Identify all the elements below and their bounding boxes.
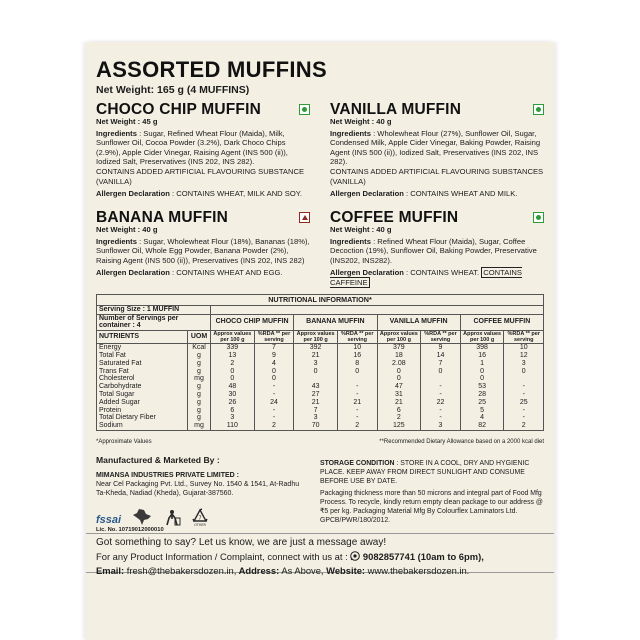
veg-symbol-icon — [533, 104, 544, 115]
per100-header: Approx values per 100 g — [211, 331, 255, 344]
uom-header: UOM — [188, 331, 211, 344]
nutrient-value — [504, 375, 544, 383]
nutrient-value: - — [254, 407, 294, 415]
nutrient-value: 2 — [254, 422, 294, 430]
nutrient-value: 18 — [377, 352, 421, 360]
certification-icons — [96, 502, 316, 526]
per100-header: Approx values per 100 g — [294, 331, 338, 344]
nutrient-value: - — [504, 414, 544, 422]
nutrient-uom: g — [188, 391, 211, 399]
nutrient-value: 0 — [504, 368, 544, 376]
allergen-declaration: Allergen Declaration : CONTAINS WHEAT AND EGG. — [96, 268, 283, 278]
product-section-vanilla — [330, 100, 544, 199]
nutrient-name: Saturated Fat — [97, 360, 188, 368]
nutrient-value: 0 — [211, 368, 255, 376]
nutrition-row — [97, 422, 544, 430]
ingredients: Ingredients : Refined Wheat Flour (Maida), Sugar, Coffee Decoction (19%), Sunflower Oil, Baking Powder, Preservative (INS202, INS282). — [330, 236, 537, 265]
veg-symbol-icon — [533, 212, 544, 223]
nutrient-value: - — [254, 383, 294, 391]
nutrient-value: 16 — [460, 352, 504, 360]
nutrient-name: Trans Fat — [97, 368, 188, 376]
nutrient-uom: g — [188, 383, 211, 391]
nutrient-value: 9 — [421, 344, 461, 352]
nutrient-value: 25 — [504, 399, 544, 407]
label-header — [96, 58, 327, 96]
product-section-coffee — [330, 208, 544, 288]
website-link[interactable]: www.thebakersdozen.in. — [365, 565, 470, 576]
nutrient-name: Energy — [97, 344, 188, 352]
nutrient-value: 7 — [254, 344, 294, 352]
phone-number: 9082857741 (10am to 6pm), — [362, 551, 484, 562]
approx-note: *Approximate Values — [96, 439, 152, 445]
contact-footer — [96, 536, 546, 578]
nutrient-value: 2 — [377, 414, 421, 422]
nutrition-rows — [97, 344, 544, 431]
nutrient-value: 21 — [337, 399, 377, 407]
nutrition-row — [97, 344, 544, 352]
per100-header: Approx values per 100 g — [460, 331, 504, 344]
nutrient-value: 1 — [460, 360, 504, 368]
nutrition-row — [97, 399, 544, 407]
rda-header: %RDA ** per serving — [337, 331, 377, 344]
nutrient-value: 0 — [460, 368, 504, 376]
nutrient-value: 2.08 — [377, 360, 421, 368]
nutrient-value: 398 — [460, 344, 504, 352]
nutrient-value: - — [421, 407, 461, 415]
nutrient-name: Protein — [97, 407, 188, 415]
non-veg-symbol-icon — [299, 212, 310, 223]
nutrient-value: 47 — [377, 383, 421, 391]
nutrient-value: - — [254, 414, 294, 422]
manufacturer-address: Near Cel Packaging Pvt. Ltd., Survey No. 1540 & 1541, At-Radhu Ta-Kheda, Nadiad (Kheda), Gujarat-387560. — [96, 481, 300, 497]
nutrient-value: - — [421, 383, 461, 391]
india-map-icon — [131, 508, 153, 526]
nutrients-header: NUTRIENTS — [97, 331, 188, 344]
nutrient-value: 0 — [211, 375, 255, 383]
nutrient-value: 9 — [254, 352, 294, 360]
nutrient-value: 82 — [460, 422, 504, 430]
net-weight: Net Weight : 45 g — [96, 117, 158, 126]
nutrient-value: - — [504, 391, 544, 399]
nutrient-value: 14 — [421, 352, 461, 360]
product-section-banana — [96, 208, 310, 278]
nutrient-value: 3 — [211, 414, 255, 422]
nutrient-value — [421, 375, 461, 383]
nutrient-value: 0 — [377, 375, 421, 383]
nutrient-value: 3 — [421, 422, 461, 430]
nutrient-uom: g — [188, 414, 211, 422]
nutrient-value: 7 — [294, 407, 338, 415]
table-notes — [96, 439, 544, 445]
product-name: VANILLA MUFFIN — [330, 100, 462, 118]
nutrient-value: 24 — [254, 399, 294, 407]
ingredients: Ingredients : Sugar, Wholewheat Flour (18%), Bananas (18%), Sunflower Oil, Whole Egg Powder, Banana Powder (2%), Raising Agent (INS 500 (ii)), Preservatives (INS 202, INS 282) — [96, 236, 310, 265]
nutrient-value: 125 — [377, 422, 421, 430]
nutrient-value: 0 — [421, 368, 461, 376]
nutrient-name: Carbohydrate — [97, 383, 188, 391]
nutrient-value: 2 — [211, 360, 255, 368]
nutrient-value: 0 — [254, 375, 294, 383]
nutrient-value: 26 — [211, 399, 255, 407]
allergen-declaration: Allergen Declaration : CONTAINS WHEAT AND MILK. — [330, 189, 518, 199]
nutrition-row — [97, 383, 544, 391]
nutrient-name: Total Fat — [97, 352, 188, 360]
nutrient-value: 0 — [254, 368, 294, 376]
svg-text:7: 7 — [198, 515, 202, 522]
nutrition-row — [97, 352, 544, 360]
nutrition-row — [97, 414, 544, 422]
nutrient-value: 6 — [211, 407, 255, 415]
nutrient-value: 48 — [211, 383, 255, 391]
allergen-declaration: Allergen Declaration : CONTAINS WHEAT, MILK AND SOY. — [96, 189, 302, 199]
nutrition-row — [97, 391, 544, 399]
flavouring-note: CONTAINS ADDED ARTIFICIAL FLAVOURING SUBSTANCES (VANILLA) — [330, 166, 544, 186]
nutrient-uom: g — [188, 407, 211, 415]
nutrient-value: - — [504, 383, 544, 391]
nutrition-table — [96, 294, 544, 431]
nutrient-value: 70 — [294, 422, 338, 430]
product-section-choco-chip — [96, 100, 310, 199]
product-name: CHOCO CHIP MUFFIN — [96, 100, 261, 118]
rda-header: %RDA ** per serving — [504, 331, 544, 344]
recycle-icon — [191, 508, 209, 526]
nutrient-value: 12 — [504, 352, 544, 360]
net-weight: Net Weight : 40 g — [330, 225, 392, 234]
product-column-header: BANANA MUFFIN — [294, 314, 377, 331]
nutrient-value: 0 — [377, 368, 421, 376]
storage-condition: STORAGE CONDITION : STORE IN A COOL, DRY AND HYGIENIC PLACE. KEEP AWAY FROM DIRECT SUNLIGHT AND CONSUME BEFORE USE BY DATE. — [320, 460, 530, 485]
nutrient-uom: Kcal — [188, 344, 211, 352]
servings-per-container: Number of Servings per container : 4 — [97, 314, 211, 331]
nutrient-value: 379 — [377, 344, 421, 352]
ingredients: Ingredients : Sugar, Refined Wheat Flour (Maida), Milk, Sunflower Oil, Cocoa Powder (3.2%), Dark Choco Chips (2.9%), Apple Cider Vinegar, Raising Agent (INS 500 (ii)), Iodized Salt, Preservatives (INS 202, INS 282). — [96, 128, 288, 167]
nutrient-value: - — [504, 407, 544, 415]
nutrient-value: 21 — [294, 352, 338, 360]
nutrient-uom: mg — [188, 422, 211, 430]
nutrient-value: 4 — [254, 360, 294, 368]
nutrient-uom: g — [188, 352, 211, 360]
nutrient-name: Cholesterol — [97, 375, 188, 383]
nutrient-value — [294, 375, 338, 383]
nutrient-uom: g — [188, 368, 211, 376]
nutrient-name: Total Dietary Fiber — [97, 414, 188, 422]
caffeine-warning: CONTAINS CAFFEINE — [330, 268, 522, 287]
serving-size: Serving Size : 1 MUFFIN — [97, 305, 211, 314]
nutrient-value: 4 — [460, 414, 504, 422]
product-title: ASSORTED MUFFINS — [96, 57, 327, 82]
nutrient-value: 2 — [337, 422, 377, 430]
product-column-header: CHOCO CHIP MUFFIN — [211, 314, 294, 331]
product-label-panel — [86, 42, 554, 640]
rda-header: %RDA ** per serving — [421, 331, 461, 344]
nutrient-value: 27 — [294, 391, 338, 399]
nutrient-value: - — [254, 391, 294, 399]
nutrient-value: 3 — [504, 360, 544, 368]
footer-message: Got something to say? Let us know, we are just a message away! — [96, 537, 387, 548]
nutrient-value: 25 — [460, 399, 504, 407]
nutrient-uom: mg — [188, 375, 211, 383]
nutrient-uom: g — [188, 399, 211, 407]
nutrient-name: Added Sugar — [97, 399, 188, 407]
product-name: BANANA MUFFIN — [96, 208, 229, 226]
manufacturer-block — [96, 456, 310, 498]
nutrient-value: 8 — [337, 360, 377, 368]
nutrient-value: 10 — [337, 344, 377, 352]
nutrient-value: 0 — [460, 375, 504, 383]
nutrient-value: 13 — [211, 352, 255, 360]
packaging-note: Packaging thickness more than 50 microns and integral part of Food Mfg Process. To recycle, kindly return empty clean package to our address @ ₹5 per kg. Packaging Material Mfg By Colourflex Laminators Ltd. GPCB/PWR/180/2012. — [320, 490, 543, 524]
flavouring-note: CONTAINS ADDED ARTIFICIAL FLAVOURING SUBSTANCE (VANILLA) — [96, 166, 305, 186]
nutrition-row — [97, 407, 544, 415]
nutrient-value: 5 — [460, 407, 504, 415]
rda-note: **Recommended Dietary Allowance based on a 2000 kcal diet — [379, 439, 544, 445]
nutrient-value: 3 — [294, 414, 338, 422]
nutrient-value: 0 — [294, 368, 338, 376]
nutrient-value: 3 — [294, 360, 338, 368]
rda-header: %RDA ** per serving — [254, 331, 294, 344]
net-weight: Net Weight : 40 g — [96, 225, 158, 234]
nutrient-value: - — [337, 391, 377, 399]
nutrient-value: 31 — [377, 391, 421, 399]
svg-text:OTHER: OTHER — [194, 522, 206, 526]
manufacturer-heading: Manufactured & Marketed By : — [96, 455, 220, 465]
nutrient-value: 392 — [294, 344, 338, 352]
nutrient-value: 22 — [421, 399, 461, 407]
net-weight: Net Weight : 40 g — [330, 117, 392, 126]
nutrient-value: 110 — [211, 422, 255, 430]
nutrient-uom: g — [188, 360, 211, 368]
whatsapp-icon — [350, 551, 360, 561]
nutrient-value: - — [337, 407, 377, 415]
nutrition-row — [97, 360, 544, 368]
nutrient-value: 7 — [421, 360, 461, 368]
per100-header: Approx values per 100 g — [377, 331, 421, 344]
footer-links-line: Email: fresh@thebakersdozen.in, Address: As Above, Website: www.thebakersdozen.in. — [96, 565, 470, 576]
nutrient-value: - — [337, 383, 377, 391]
nutrient-value: 53 — [460, 383, 504, 391]
license-number: Lic. No. 10719012000010 — [96, 527, 164, 533]
nutrient-value: 10 — [504, 344, 544, 352]
nutrient-value — [337, 375, 377, 383]
nutrient-value: 21 — [294, 399, 338, 407]
storage-block — [320, 460, 544, 526]
nutrient-value: - — [421, 414, 461, 422]
nutrient-value: 16 — [337, 352, 377, 360]
nutrient-name: Total Sugar — [97, 391, 188, 399]
nutrient-name: Sodium — [97, 422, 188, 430]
ingredients: Ingredients : Wholewheat Flour (27%), Sunflower Oil, Sugar, Condensed Milk, Apple Cider Vinegar, Baking Powder, Raising Agent (INS 500 (ii)), Iodized Salt, Preservatives (INS 202, INS 282). — [330, 128, 541, 167]
nutrition-row — [97, 368, 544, 376]
fssai-logo: fssai — [96, 514, 122, 526]
dustbin-icon — [163, 508, 181, 526]
nutrient-value: 28 — [460, 391, 504, 399]
nutrient-value: 339 — [211, 344, 255, 352]
nutrient-value: 6 — [377, 407, 421, 415]
email-link[interactable]: fresh@thebakersdozen.in, — [124, 565, 237, 576]
total-net-weight: Net Weight: 165 g (4 MUFFINS) — [96, 84, 250, 96]
nutrient-value: 30 — [211, 391, 255, 399]
footer-contact-line: For any Product Information / Complaint, connect with us at : 9082857741 (10am to 6pm), — [96, 551, 484, 562]
product-column-header: VANILLA MUFFIN — [377, 314, 460, 331]
product-column-header: COFFEE MUFFIN — [460, 314, 543, 331]
allergen-declaration: Allergen Declaration : CONTAINS WHEAT. CONTAINS CAFFEINE — [330, 268, 522, 287]
nutrient-value: 0 — [337, 368, 377, 376]
nutrient-value: 43 — [294, 383, 338, 391]
manufacturer-name: MIMANSA INDUSTRIES PRIVATE LIMITED : — [96, 472, 239, 479]
nutrient-value: - — [421, 391, 461, 399]
nutrition-row — [97, 375, 544, 383]
product-name: COFFEE MUFFIN — [330, 208, 459, 226]
nutrient-value: - — [337, 414, 377, 422]
nutrient-value: 21 — [377, 399, 421, 407]
veg-symbol-icon — [299, 104, 310, 115]
nutrition-title: NUTRITIONAL INFORMATION* — [97, 295, 544, 306]
nutrient-value: 2 — [504, 422, 544, 430]
